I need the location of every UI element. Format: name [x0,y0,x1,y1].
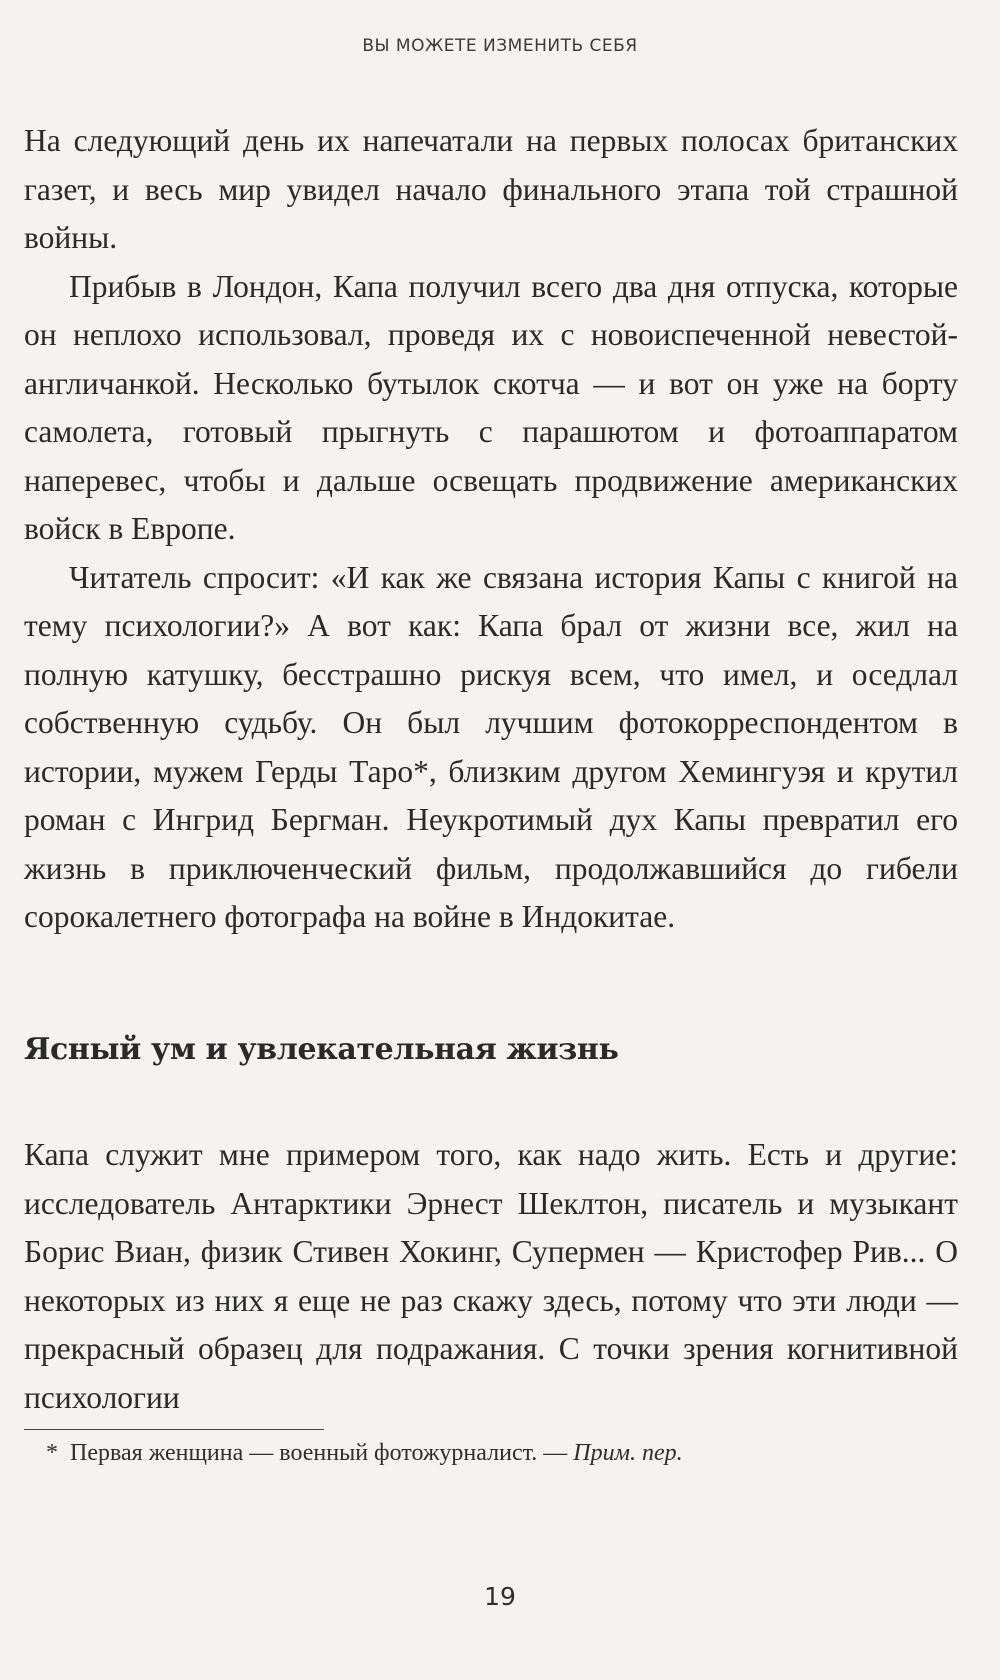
footnote-divider [24,1429,324,1430]
running-head: ВЫ МОЖЕТЕ ИЗМЕНИТЬ СЕБЯ [362,36,638,56]
paragraph: На следующий день их напечатали на первых полосах британских газет, и весь мир увидел начало финального этапа той страшной войны. [24,123,958,255]
section-heading: Ясный ум и увлекательная жизнь [24,1032,619,1067]
paragraph: Капа служит мне примером того, как надо жить. Есть и другие: исследователь Антарктики Эрнест Шеклтон, писатель и музыкант Борис Виан, физик Стивен Хокинг, Супермен — Кристофер Рив... О некоторых из них я еще не раз скажу здесь, потому что эти люди — прекрасный образец для подражания. С точки зрения когнитивной психологии [24,1137,958,1415]
page-number: 19 [484,1582,516,1611]
section-text-block [24,1131,958,1422]
paragraph: Прибыв в Лондон, Капа получил всего два дня отпуска, которые он неплохо использовал, проведя их с новоиспеченной невестой-англичанкой. Несколько бутылок скотча — и вот он уже на борту самолета, готовый прыгнуть с парашютом и фотоаппаратом наперевес, чтобы и дальше освещать продвижение американских войск в Европе. [24,268,958,546]
footnote-attribution: Прим. пер. [573,1440,683,1466]
footnote [46,1438,683,1468]
footnote-text: Первая женщина — военный фотожурналист. — [70,1440,574,1466]
footnote-marker: * [46,1440,58,1466]
paragraph: Читатель спросит: «И как же связана история Капы с книгой на тему психологии?» А вот как: Капа брал от жизни все, жил на полную катушку, бесстрашно рискуя всем, что имел, и оседлал собственную судьбу. Он был лучшим фотокорреспондентом в истории, мужем Герды Таро*, близким другом Хемингуэя и крутил роман с Ингрид Бергман. Неукротимый дух Капы превратил его жизнь в приключенческий фильм, продолжавшийся до гибели сорокалетнего фотографа на войне в Индокитае. [24,559,958,934]
body-text-block [24,117,958,942]
